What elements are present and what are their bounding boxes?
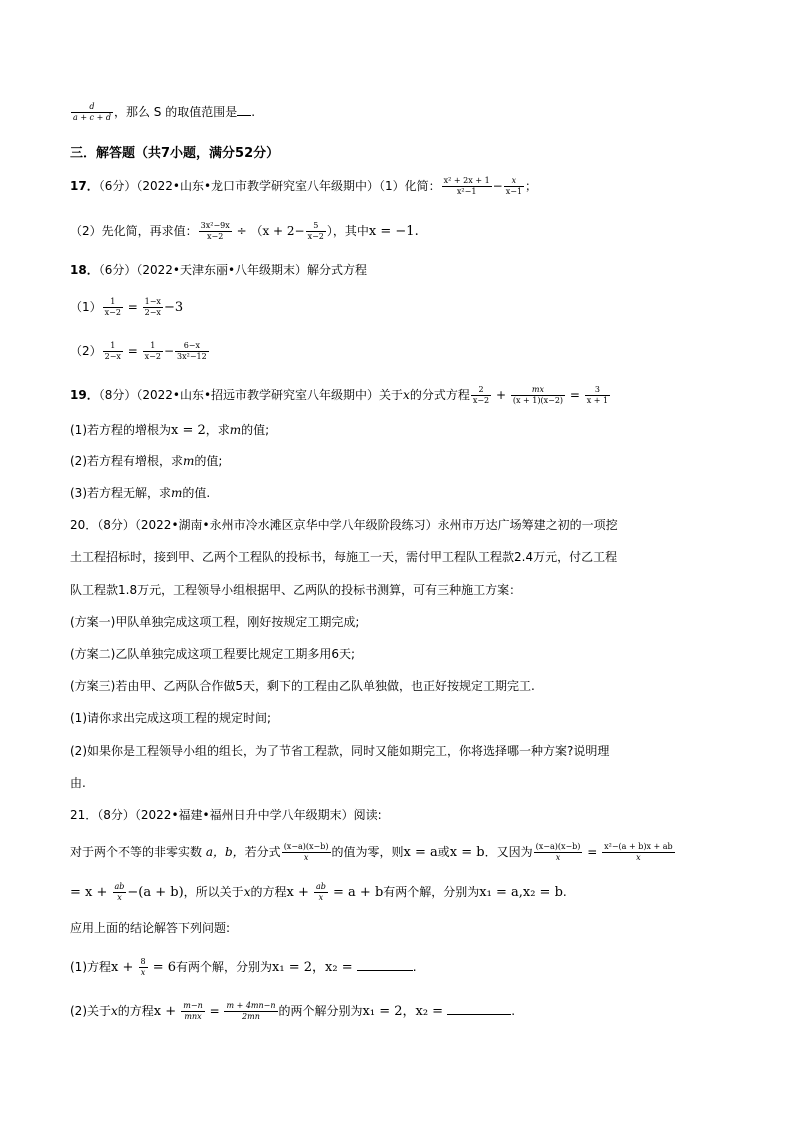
fraction: $\frac{\text{3x²−9x}}{x-2}$	[200, 221, 230, 241]
fraction: $\frac{m-n}{\text{mnx}}$	[183, 1001, 203, 1021]
fraction: $\frac{(x-a)(x-b)}{x}$	[535, 842, 581, 862]
fraction: $\frac{mx}{(x + 1)(x-2)}$	[512, 385, 564, 405]
q21-p2: (2)关于x的方程x + $\frac{m-n}{\text{mnx}}$ = $\frac{m + 4mn-n}{2mn}$ 的两个解分别为x₁ = 2，x₂ = .	[70, 1001, 516, 1021]
fraction: $\frac{2}{x-2}$	[472, 385, 490, 405]
q21-line1: 21．（8分）（2022•福建•福州日升中学八年级期末）阅读:	[70, 808, 382, 822]
q20-plan3: (方案三)若由甲、乙两队合作做5天，剩下的工程由乙队单独做，也正好按规定工期完工.	[70, 679, 535, 693]
answer-blank[interactable]	[447, 1002, 511, 1015]
fraction: $\frac{1}{2-x}$	[104, 341, 121, 361]
q20-q2: (2)如果你是工程领导小组的组长，为了节省工程款，同时又能如期完工，你将选择哪一种方案?说明理	[70, 744, 610, 758]
q19-p1: (1)若方程的增根为x = 2，求m的值;	[70, 423, 270, 438]
q20-plan2: (方案二)乙队单独完成这项工程要比规定工期多用6天;	[70, 647, 356, 661]
q18-sub1: （1） $\frac{1}{x-2}$ = $\frac{1-x}{2-x}$ −3	[70, 297, 184, 317]
q21-line2: 对于两个不等的非零实数 a，b，若分式 $\frac{(x-a)(x-b)}{x}$ 的值为零，则x = a或x = b．又因为 $\frac{(x-a)(x-b)}{x}$ = $\frac{\text{x²−(a + b)x + ab}}{x}$	[70, 842, 673, 862]
q17-line1: 17．（6分）（2022•山东•龙口市教学研究室八年级期中）（1）化简： $\frac{\text{x² + 2x + 1}}{\text{x²−1}}$ − $\frac{x}{x-1}$ ；	[70, 176, 538, 196]
q20-q1: (1)请你求出完成这项工程的规定时间;	[70, 711, 272, 725]
q18-sub2: （2） $\frac{1}{2-x}$ = $\frac{1}{x-2}$ − $\frac{6-x}{\text{3x²−12}}$	[70, 341, 207, 361]
fraction: $\frac{6-x}{\text{3x²−12}}$	[177, 341, 207, 361]
fraction: $\frac{1-x}{2-x}$	[144, 297, 161, 317]
q20-q2-cont: 由.	[70, 776, 86, 790]
q20-line3: 队工程款1.8万元，工程领导小组根据甲、乙两队的投标书测算，可有三种施工方案：	[70, 583, 522, 597]
fraction: $\frac{1}{x-2}$	[144, 341, 161, 361]
fraction: $\frac{5}{x-2}$	[307, 221, 324, 241]
q21-line4: 应用上面的结论解答下列问题:	[70, 921, 231, 935]
fraction: $\frac{\text{x² + 2x + 1}}{\text{x²−1}}$	[443, 176, 490, 196]
q20-plan1: (方案一)甲队单独完成这项工程，刚好按规定工期完成;	[70, 615, 360, 629]
fraction: $\frac{1}{x-2}$	[104, 297, 121, 317]
q20-line2: 土工程招标时，接到甲、乙两个工程队的投标书，每施工一天，需付甲工程队工程款2.4万元，付乙工程	[70, 550, 618, 564]
q17-line2: （2）先化简，再求值： $\frac{\text{3x²−9x}}{x-2}$ ÷ （x + 2− $\frac{5}{x-2}$ ），其中x = −1.	[70, 221, 419, 241]
q21-p1: (1)方程x + $\frac{8}{x}$ = 6有两个解，分别为x₁ = 2，x₂ = .	[70, 957, 417, 977]
fraction: $\frac{d}{a + c + d}$	[73, 102, 111, 122]
fraction: $\frac{(x-a)(x-b)}{x}$	[283, 842, 329, 862]
q16-tail: $\frac{d}{a + c + d}$ ，那么 S 的取值范围是 .	[73, 102, 256, 122]
fraction: $\frac{8}{x}$	[140, 957, 146, 977]
fraction: $\frac{x}{x-1}$	[505, 176, 523, 196]
q20-line1: 20．（8分）（2022•湖南•永州市冷水滩区京华中学八年级阶段练习）永州市万达广场筹建之初的一项挖	[70, 518, 618, 532]
answer-blank[interactable]	[237, 103, 251, 116]
fraction: $\frac{m + 4mn-n}{2mn}$	[226, 1001, 276, 1021]
q19-line1: 19．（8分）（2022•山东•招远市教学研究室八年级期中）关于x的分式方程 $\frac{2}{x-2}$ + $\frac{mx}{(x + 1)(x-2)}$ = $\frac{3}{x + 1}$	[70, 385, 609, 405]
q18-line1: 18．（6分）（2022•天津东丽•八年级期末）解分式方程	[70, 263, 368, 277]
q19-p3: (3)若方程无解，求m的值.	[70, 486, 211, 500]
q21-line3: = x + $\frac{ab}{x}$ −(a + b)，所以关于x的方程x + $\frac{ab}{x}$ = a + b有两个解，分别为x₁ = a,x₂ = b.	[70, 882, 567, 902]
fraction: $\frac{\text{x²−(a + b)x + ab}}{x}$	[604, 842, 673, 862]
fraction: $\frac{3}{x + 1}$	[586, 385, 609, 405]
q19-p2: (2)若方程有增根，求m的值;	[70, 454, 223, 468]
section-heading: 三．解答题（共7小题，满分52分）	[70, 146, 280, 161]
fraction: $\frac{ab}{x}$	[114, 882, 125, 902]
answer-blank[interactable]	[357, 958, 413, 971]
fraction: $\frac{ab}{x}$	[315, 882, 326, 902]
